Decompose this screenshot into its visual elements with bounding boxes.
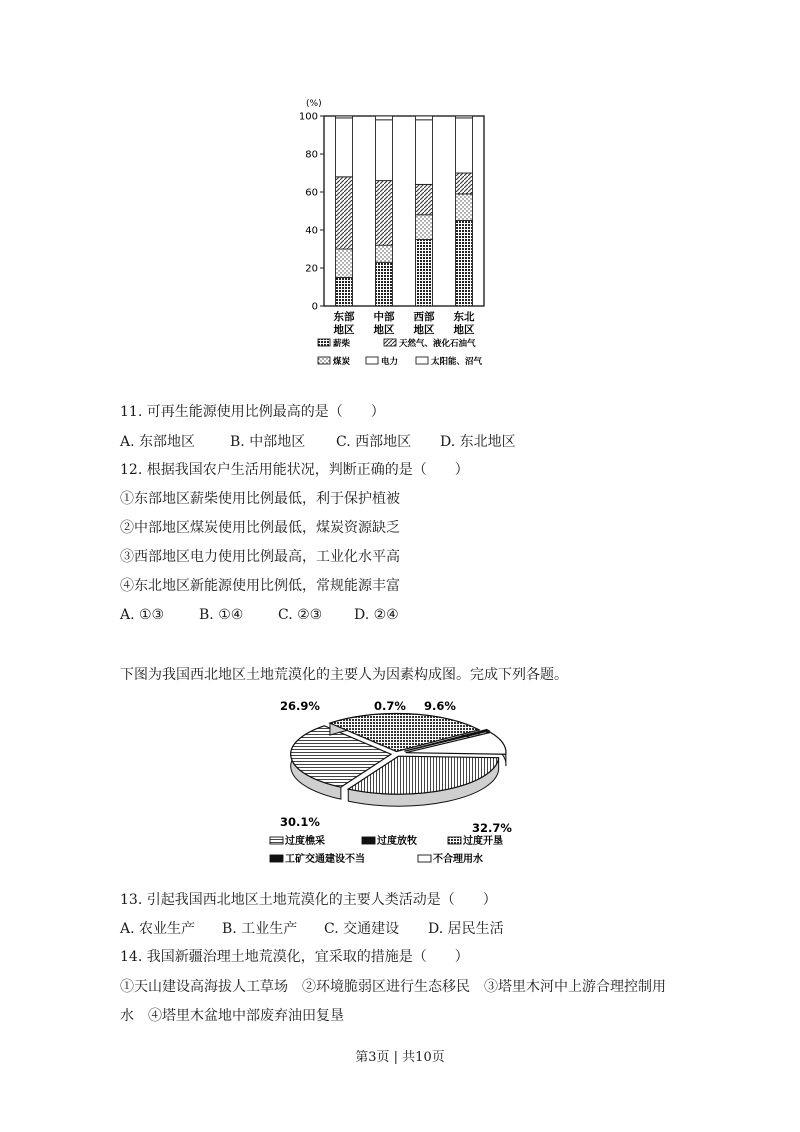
chart2-slice-label: 9.6%: [424, 699, 456, 713]
page-footer: 第3页 | 共10页: [355, 1050, 445, 1065]
chart1-bar-segment: [376, 245, 393, 262]
q14-statements-line-2: 水 ④塔里木盆地中部废弃油田复垦: [120, 1008, 344, 1024]
q12-statement-1: ①东部地区薪柴使用比例最低，利于保护植被: [120, 491, 400, 507]
chart2-legend-label: 过度放牧: [377, 836, 417, 847]
intro-text-2: 下图为我国西北地区土地荒漠化的主要人为因素构成图。完成下列各题。: [120, 667, 568, 683]
chart1-category-label: 中部: [373, 311, 395, 323]
chart2-legend-swatch: [448, 837, 461, 844]
q13-option-d: D. 居民生活: [428, 921, 504, 937]
chart1-bar-segment: [336, 118, 353, 177]
chart1-bar-segment: [456, 116, 473, 118]
q14-statements-line-1: ①天山建设高海拔人工草场 ②环境脆弱区进行生态移民 ③塔里木河中上游合理控制用: [120, 979, 666, 995]
chart1-legend-label: 天然气、液化石油气: [399, 339, 476, 349]
chart2-legend-label: 过度开垦: [463, 836, 503, 847]
chart1-legend-label: 薪柴: [333, 339, 351, 349]
desertification-factors-pie-chart: [262, 692, 530, 872]
chart1-legend-label: 煤炭: [333, 357, 351, 367]
chart1-ytick-label: 60: [305, 187, 318, 199]
q11-option-b: B. 中部地区: [230, 434, 306, 450]
chart2-slice-label: 26.9%: [280, 699, 320, 713]
chart2-legend-swatch: [270, 837, 283, 844]
q11-option-c: C. 西部地区: [336, 434, 412, 450]
chart1-bar-segment: [336, 249, 353, 278]
chart1-category-label: 东部: [333, 311, 355, 323]
chart1-bar-segment: [456, 221, 473, 307]
question-12-stem: 12. 根据我国农户生活用能状况，判断正确的是（ ）: [120, 462, 469, 478]
chart1-category-label: 地区: [413, 324, 435, 336]
q13-option-a: A. 农业生产: [120, 921, 196, 937]
chart1-bar-segment: [456, 118, 473, 173]
chart2-legend-label: 不合理用水: [433, 854, 483, 865]
q12-option-c: C. ②③: [278, 607, 323, 623]
chart1-legend-label: 电力: [381, 357, 399, 367]
chart1-unit-label: (%): [306, 99, 322, 109]
q12-statement-2: ②中部地区煤炭使用比例最低，煤炭资源缺乏: [120, 520, 400, 536]
chart1-bar-segment: [336, 116, 353, 118]
q12-option-d: D. ②④: [354, 607, 399, 623]
chart1-bar-segment: [416, 184, 433, 214]
q12-statement-3: ③西部地区电力使用比例最高，工业化水平高: [120, 549, 400, 565]
question-13-stem: 13. 引起我国西北地区土地荒漠化的主要人类活动是（ ）: [120, 892, 497, 908]
chart1-bar-segment: [376, 181, 393, 246]
chart1-bar-segment: [456, 173, 473, 194]
chart1-ytick-label: 40: [305, 225, 318, 237]
chart1-bar-segment: [376, 262, 393, 306]
chart1-category-label: 东北: [453, 311, 475, 323]
chart1-bar-segment: [416, 240, 433, 307]
chart1-ytick-label: 80: [305, 149, 318, 161]
chart1-category-label: 地区: [333, 324, 355, 336]
chart1-bar-segment: [336, 278, 353, 307]
q12-option-b: B. ①④: [199, 607, 244, 623]
chart1-legend-swatch: [416, 357, 428, 364]
chart2-legend-label: 工矿交通建设不当: [285, 854, 365, 865]
chart1-legend-swatch: [318, 339, 330, 346]
q13-option-b: B. 工业生产: [222, 921, 298, 937]
chart1-bar-segment: [376, 116, 393, 120]
chart1-legend-swatch: [366, 357, 378, 364]
chart1-ytick-label: 20: [305, 263, 318, 275]
chart1-ytick-label: 100: [298, 111, 318, 123]
question-11-stem: 11. 可再生能源使用比例最高的是（ ）: [120, 404, 385, 420]
q11-option-d: D. 东北地区: [440, 434, 516, 450]
chart2-slice-label: 30.1%: [280, 815, 320, 829]
chart1-legend-swatch: [384, 339, 396, 346]
q13-option-c: C. 交通建设: [324, 921, 400, 937]
chart1-ytick-label: 0: [311, 301, 318, 313]
chart1-bar-segment: [416, 215, 433, 240]
chart2-legend-label: 过度樵采: [285, 836, 325, 847]
question-14-stem: 14. 我国新疆治理土地荒漠化，宜采取的措施是（ ）: [120, 949, 469, 965]
q11-option-a: A. 东部地区: [120, 434, 196, 450]
chart1-bar-segment: [416, 116, 433, 120]
q12-option-a: A. ①③: [120, 607, 165, 623]
chart1-category-label: 西部: [413, 311, 435, 323]
chart1-category-label: 地区: [373, 324, 395, 336]
chart2-slice-label: 0.7%: [374, 699, 406, 713]
chart1-legend-swatch: [318, 357, 330, 364]
chart1-bar-segment: [376, 120, 393, 181]
energy-usage-stacked-bar-chart: [288, 92, 500, 376]
chart2-legend-swatch: [270, 855, 283, 862]
chart2-slice-label: 32.7%: [472, 821, 512, 835]
chart1-category-label: 地区: [453, 324, 475, 336]
chart2-legend-swatch: [362, 837, 375, 844]
chart1-bar-segment: [336, 177, 353, 249]
chart1-legend-label: 太阳能、沼气: [431, 357, 483, 367]
chart1-bar-segment: [416, 120, 433, 185]
chart2-legend-swatch: [418, 855, 431, 862]
chart1-bar-segment: [456, 194, 473, 221]
q12-statement-4: ④东北地区新能源使用比例低，常规能源丰富: [120, 578, 400, 594]
